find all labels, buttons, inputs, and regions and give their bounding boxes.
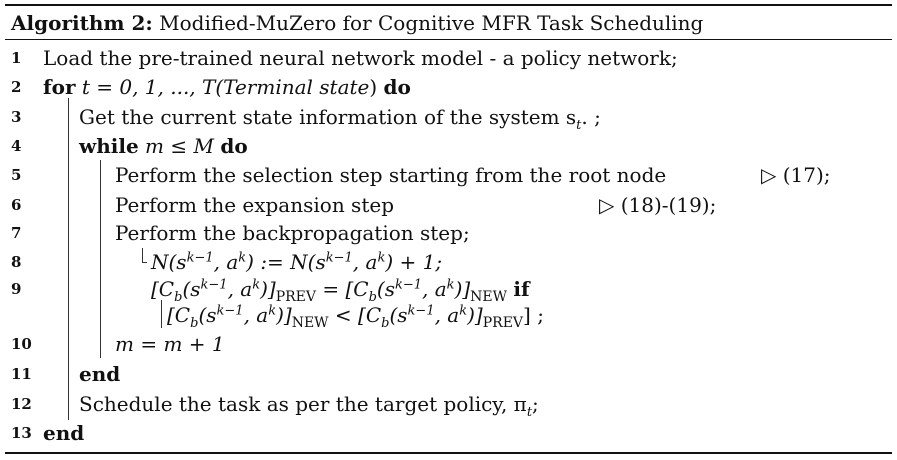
formula-part: )]	[276, 303, 292, 327]
line-number: 3	[11, 108, 22, 126]
statement-tail: ;	[532, 392, 539, 416]
loop-range: t = 0, 1, ..., T(	[81, 75, 224, 99]
formula-part: , a	[243, 303, 269, 327]
cost-update	[151, 275, 530, 303]
line-text: Perform the selection step starting from the root node	[115, 163, 667, 187]
subscript: PREV	[482, 315, 524, 331]
line-number: 1	[11, 49, 22, 67]
while-keyword: while	[79, 134, 139, 158]
formula-part: ] ;	[523, 303, 544, 327]
algorithm-line-11	[5, 360, 892, 388]
line-number: 6	[11, 196, 22, 214]
caption-title: Modified-MuZero for Cognitive MFR Task Scheduling	[159, 11, 704, 35]
line-number: 13	[11, 424, 32, 442]
formula-part: N(s	[151, 250, 187, 274]
line-number: 8	[11, 253, 22, 271]
subscript: NEW	[470, 289, 508, 305]
visit-count-update	[151, 248, 442, 276]
subscript: PREV	[275, 289, 316, 305]
algorithm-line-7	[5, 219, 892, 247]
formula-part: )]	[467, 303, 483, 327]
algorithm-line-8	[5, 248, 892, 276]
closing-paren: )	[369, 75, 378, 99]
superscript: k	[446, 277, 455, 293]
formula-part: [C	[167, 303, 191, 327]
terminal-state-label: Terminal state	[223, 75, 370, 99]
if-condition	[167, 301, 544, 329]
line-number: 10	[11, 335, 32, 353]
subscript: b	[174, 290, 183, 305]
superscript: k−1	[407, 303, 435, 319]
statement-text: Get the current state information of the system s	[79, 105, 577, 129]
subscript: b	[368, 290, 377, 305]
line-text: m = m + 1	[115, 332, 225, 356]
formula-part: , a	[213, 250, 239, 274]
formula-part: ) + 1;	[385, 250, 443, 274]
superscript: k−1	[186, 250, 214, 266]
equation-reference: ▷ (17);	[761, 163, 831, 187]
for-keyword: for	[43, 75, 76, 99]
while-condition: m ≤ M	[145, 134, 214, 158]
algorithm-box	[5, 4, 892, 453]
do-keyword: do	[383, 75, 411, 99]
do-keyword: do	[220, 134, 248, 158]
formula-part: , a	[227, 277, 253, 301]
formula-part: (s	[389, 303, 408, 327]
line-text: Perform the backpropagation step;	[115, 221, 470, 245]
formula-part: [C	[151, 277, 175, 301]
subscript: b	[190, 316, 199, 331]
superscript: k−1	[325, 250, 353, 266]
bottom-rule	[5, 452, 892, 454]
formula-part: (s	[376, 277, 395, 301]
subscript: NEW	[291, 315, 329, 331]
formula-part: )]	[260, 277, 276, 301]
formula-part: , a	[422, 277, 447, 301]
statement-text: Schedule the task as per the target policy, π	[79, 392, 527, 416]
line-number: 4	[11, 137, 22, 155]
line-number: 5	[11, 166, 22, 184]
line-text	[79, 103, 601, 131]
while-statement	[79, 132, 248, 160]
line-number: 12	[11, 395, 32, 413]
algorithm-caption	[11, 11, 703, 35]
superscript: k−1	[394, 277, 423, 293]
algorithm-line-12	[5, 390, 892, 418]
algorithm-line-9	[5, 275, 892, 303]
policy-subscript: t	[526, 405, 533, 420]
subscript: b	[381, 316, 390, 331]
caption-rule	[5, 39, 892, 40]
formula-part: , a	[352, 250, 378, 274]
formula-part: = [C	[316, 277, 369, 301]
formula-part: , a	[434, 303, 460, 327]
equation-reference: ▷ (18)-(19);	[599, 193, 717, 217]
superscript: k	[252, 277, 261, 293]
top-rule	[5, 4, 892, 6]
algorithm-line-9-continuation	[5, 301, 892, 329]
algorithm-line-1	[5, 44, 892, 72]
statement-tail: . ;	[581, 105, 601, 129]
end-keyword: end	[79, 362, 121, 386]
line-text	[79, 390, 539, 418]
line-text: Perform the expansion step	[115, 193, 394, 217]
if-keyword: if	[513, 277, 530, 301]
end-keyword: end	[43, 421, 85, 445]
line-text: Load the pre-trained neural network model - a policy network;	[43, 46, 678, 70]
state-subscript: t	[576, 118, 582, 133]
formula-part: )]	[454, 277, 471, 301]
algorithm-line-10	[5, 330, 892, 358]
line-number: 7	[11, 224, 22, 242]
line-number: 9	[11, 280, 22, 298]
algorithm-line-5	[5, 161, 892, 189]
algorithm-line-13	[5, 419, 892, 447]
line-number: 11	[11, 365, 32, 383]
for-statement	[43, 73, 411, 101]
superscript: k	[377, 250, 386, 266]
formula-part: (s	[182, 277, 201, 301]
algorithm-line-6	[5, 191, 892, 219]
formula-part: ) := N(s	[246, 250, 326, 274]
formula-part: (s	[198, 303, 217, 327]
superscript: k	[459, 303, 468, 319]
line-number: 2	[11, 78, 22, 96]
caption-label: Algorithm 2:	[11, 11, 153, 35]
algorithm-line-4	[5, 132, 892, 160]
formula-part: < [C	[328, 303, 382, 327]
superscript: k	[268, 303, 277, 319]
superscript: k−1	[200, 277, 228, 293]
superscript: k−1	[216, 303, 244, 319]
algorithm-line-2	[5, 73, 892, 101]
superscript: k	[238, 250, 247, 266]
algorithm-line-3	[5, 103, 892, 131]
